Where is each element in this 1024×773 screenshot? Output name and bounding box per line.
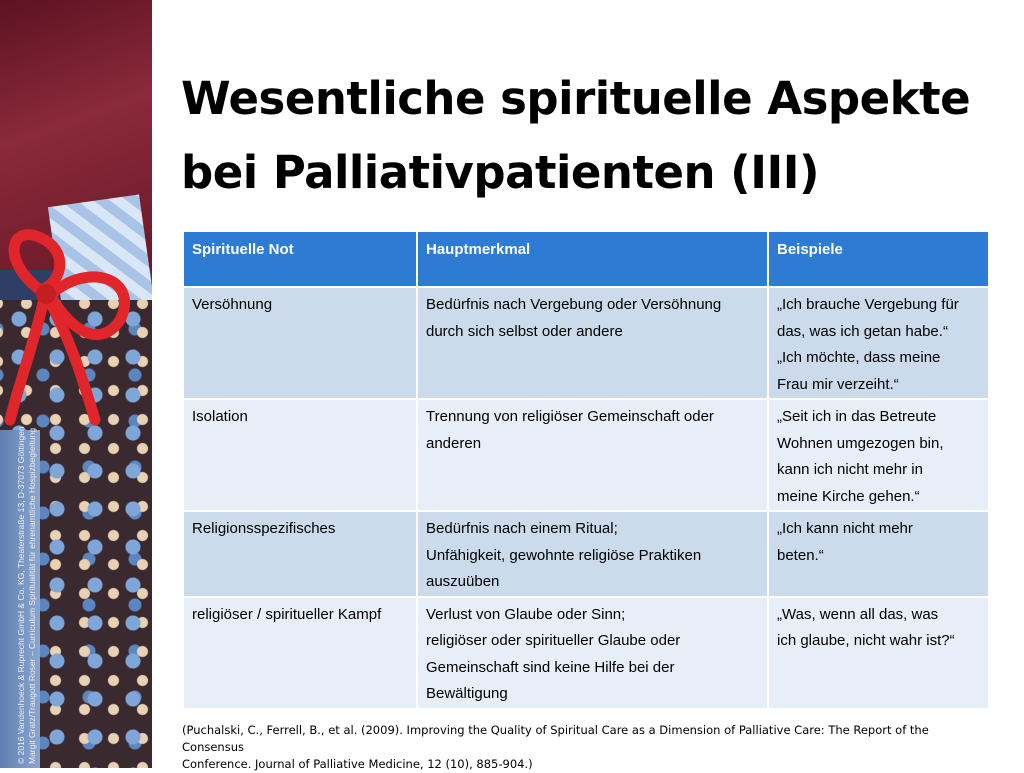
table-row (183, 511, 989, 597)
cell-line: Religionsspezifisches (192, 520, 336, 537)
cell-line: „Was, wenn all das, was (777, 605, 939, 623)
cell-not (183, 399, 417, 511)
table-row (183, 399, 989, 511)
red-bow-icon (0, 220, 152, 430)
cell-merkmal (417, 511, 768, 597)
cell-beispiele (768, 287, 989, 399)
cell-line: auszuüben (426, 573, 500, 590)
cell-not (183, 287, 417, 399)
cell-beispiele (768, 511, 989, 597)
title-line: Wesentliche spirituelle Aspekte (181, 72, 971, 125)
decorative-photo-strip (0, 0, 152, 768)
cell-line: Gemeinschaft sind keine Hilfe bei der (426, 658, 675, 676)
cell-line: das, was ich getan habe.“ (777, 322, 948, 340)
cell-line: Bedürfnis nach Vergebung oder Versöhnung (426, 296, 722, 313)
cell-not (183, 511, 417, 597)
reference-line: (Puchalski, C., Ferrell, B., et al. (2009). Improving the Quality of Spiritual Care as a Dimension of Palliative Care: The Report of the Consensus (182, 723, 929, 754)
cell-line: meine Kirche gehen.“ (777, 487, 920, 505)
cell-line: „Ich kann nicht mehr (777, 520, 913, 537)
table-header-row (183, 231, 989, 287)
cell-line: Wohnen umgezogen bin, (777, 434, 944, 452)
header-beispiele: Beispiele (768, 231, 989, 287)
cell-line: Verlust von Glaube oder Sinn; (426, 605, 626, 623)
cell-merkmal (417, 287, 768, 399)
cell-line: Trennung von religiöser Gemeinschaft oder (426, 408, 714, 425)
title-line: bei Palliativpatienten (III) (181, 146, 820, 199)
cell-merkmal (417, 399, 768, 511)
cell-line: „Seit ich in das Betreute (777, 408, 937, 425)
cell-line: durch sich selbst oder andere (426, 322, 623, 340)
cell-line: Isolation (192, 408, 248, 425)
cell-not (183, 597, 417, 709)
reference-citation (182, 722, 994, 773)
cell-line: religiöser oder spiritueller Glaube oder (426, 632, 681, 649)
header-spirituelle-not: Spirituelle Not (183, 231, 417, 287)
reference-line: Conference. Journal of Palliative Medicine, 12 (10), 885-904.) (182, 757, 533, 771)
cell-line: kann ich nicht mehr in (777, 461, 923, 478)
cell-beispiele (768, 597, 989, 709)
cell-line: beten.“ (777, 546, 824, 564)
table-row (183, 597, 989, 709)
cell-merkmal (417, 597, 768, 709)
cell-line: Bewältigung (426, 685, 508, 702)
credit-line: Margit Gratz/Traugott Roser – Curriculum Spiritualität für ehrenamtliche Hospizbegleitung (27, 427, 37, 764)
cell-line: Versöhnung (192, 296, 273, 313)
cell-line: ich glaube, nicht wahr ist?“ (777, 632, 955, 649)
cell-line: „Ich brauche Vergebung für (777, 296, 959, 313)
cell-beispiele (768, 399, 989, 511)
cell-line: „Ich möchte, dass meine (777, 349, 941, 366)
cell-line: Unfähigkeit, gewohnte religiöse Praktiken (426, 546, 702, 564)
credit-line: © 2016 Vandenhoeck & Ruprecht GmbH & Co. KG, Theaterstraße 13, D-37073 Göttingen (16, 426, 26, 764)
cell-line: anderen (426, 434, 482, 452)
cell-line: Frau mir verzeiht.“ (777, 375, 899, 393)
header-hauptmerkmal: Hauptmerkmal (417, 231, 768, 287)
table-row (183, 287, 989, 399)
copyright-credit (16, 426, 38, 764)
cell-line: Bedürfnis nach einem Ritual; (426, 520, 618, 537)
cell-line: religiöser / spiritueller Kampf (192, 605, 382, 623)
spiritual-aspects-table (182, 230, 990, 710)
slide-title (181, 62, 1011, 210)
